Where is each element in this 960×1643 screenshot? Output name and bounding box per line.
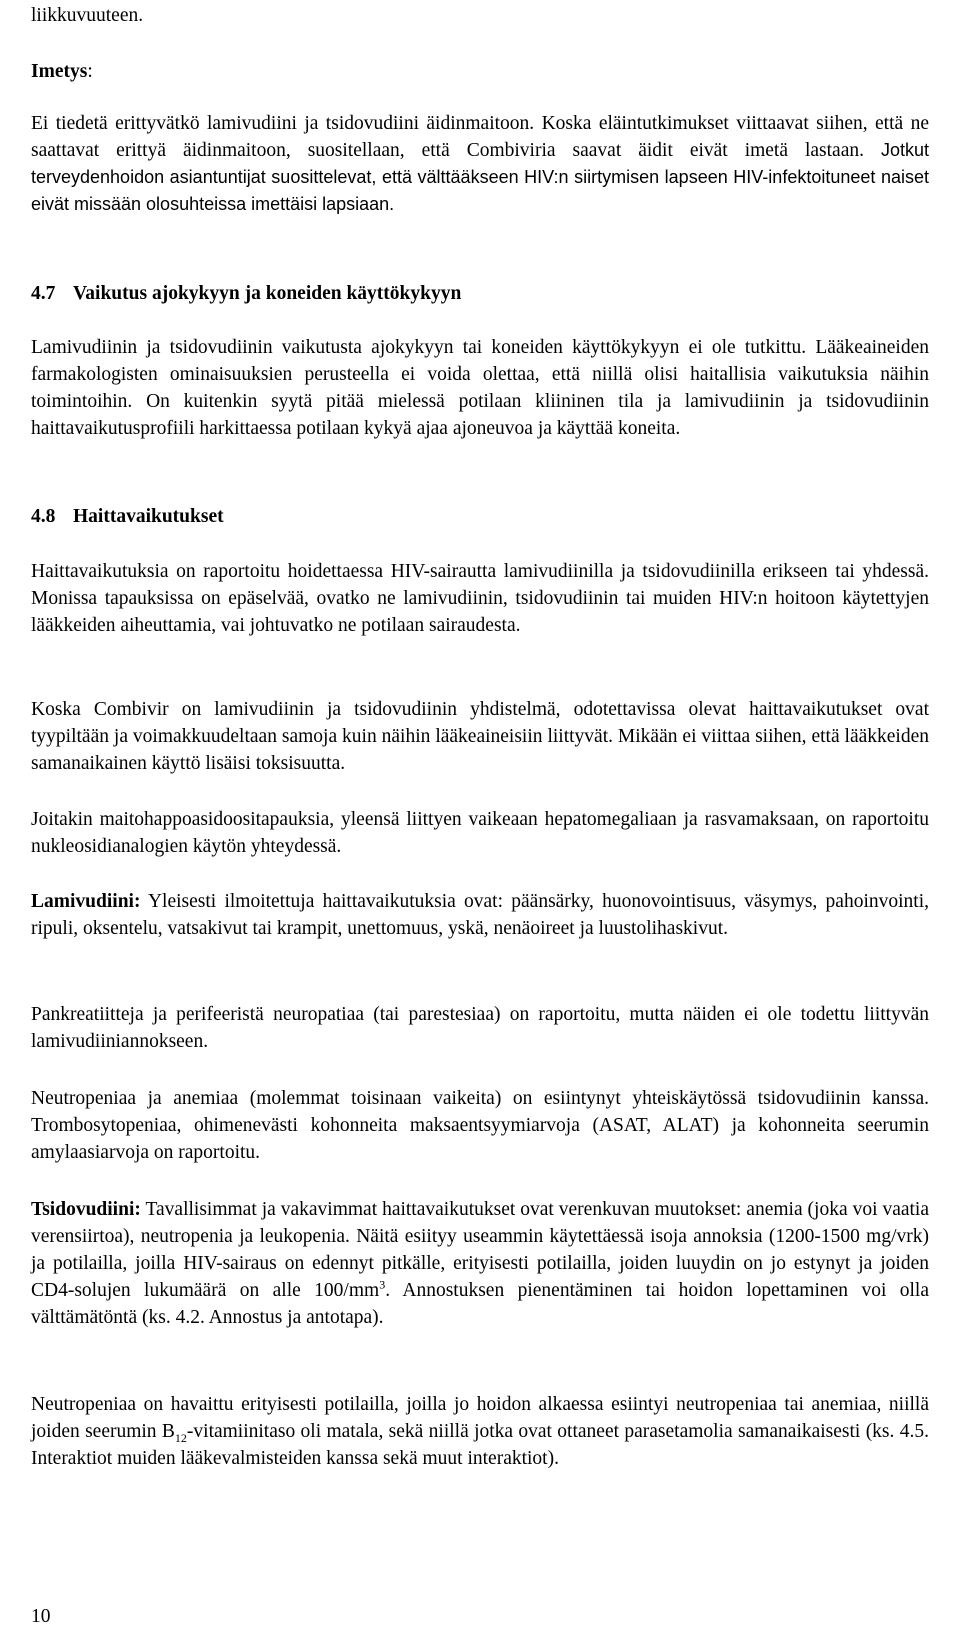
lamivudiini-paragraph — [31, 888, 929, 942]
section-4-8-paragraph-4: Pankreatiitteja ja perifeeristä neuropatiaa (tai parestesiaa) on raportoitu, mutta näiden ei ole todettu liittyvän lamivudiiniannokseen. — [31, 1004, 929, 1052]
section-4-8-paragraph-5: Neutropeniaa ja anemiaa (molemmat toisinaan vaikeita) on esiintynyt yhteiskäytössä tsidovudiinin kanssa. Trombosytopeniaa, ohimenevästi kohonneita maksaentsyymiarvoja (ASAT, ALAT) ja kohonneita seerumin amylaasiarvoja on raportoitu. — [31, 1088, 929, 1163]
imetys-colon: : — [87, 61, 93, 82]
section-4-8-number: 4.8 — [31, 506, 56, 527]
imetys-label: Imetys — [31, 61, 88, 82]
imetys-subheading — [31, 58, 929, 85]
tsidovudiini-superscript: 3 — [379, 1277, 386, 1292]
top-fragment: liikkuvuuteen. — [31, 5, 144, 26]
section-4-8-paragraph-6 — [31, 1391, 929, 1472]
section-4-8-paragraph-2: Koska Combivir on lamivudiinin ja tsidovudiinin yhdistelmä, odotettavissa olevat haittavaikutukset ovat tyypiltään ja voimakkuudeltaan samoja kuin näihin lääkeaineisiin liittyvät. Mikään ei viittaa siihen, että lääkkeiden samanaikainen käyttö lisäisi toksisuutta. — [31, 699, 929, 774]
section-4-8-paragraph-1: Haittavaikutuksia on raportoitu hoidettaessa HIV-sairautta lamivudiinilla ja tsidovudiinilla erikseen tai yhdessä. Monissa tapauksissa on epäselvää, ovatko ne lamivudiinin, tsidovudiinin tai muiden HIV:n hoitoon käytettyjen lääkkeiden aiheuttamia, vai johtuvatko ne potilaan sairaudesta. — [31, 561, 929, 636]
section-4-7-heading — [31, 280, 929, 307]
section-4-8-paragraph-3: Joitakin maitohappoasidoositapauksia, yleensä liittyen vaikeaan hepatomegaliaan ja rasvamaksaan, on raportoitu nukleosidianalogien käytön yhteydessä. — [31, 809, 929, 857]
section-4-7-paragraph: Lamivudiinin ja tsidovudiinin vaikutusta ajokykyyn tai koneiden käyttökykyyn ei ole tutkittu. Lääkeaineiden farmakologisten ominaisuuksien perusteella ei voida olettaa, että niillä olisi haitallisia vaikutuksia näihin toimintoihin. On kuitenkin syytä pitää mielessä potilaan kliininen tila ja lamivudiinin ja tsidovudiinin haittavaikutusprofiili harkittaessa potilaan kykyä ajaa ajoneuvoa ja käyttää koneita. — [31, 337, 929, 439]
imetys-paragraph — [31, 110, 929, 218]
lamivudiini-text: Yleisesti ilmoitettuja haittavaikutuksia ovat: päänsärky, huonovointisuus, väsymys, pahoinvointi, ripuli, oksentelu, vatsakivut tai krampit, unettomuus, yskä, nenäoireet ja luustolihaskivut. — [31, 891, 929, 939]
p6-subscript: 12 — [174, 1430, 187, 1445]
page-number: 10 — [31, 1606, 51, 1627]
tsidovudiini-text-b: . Annostuksen pienentäminen tai hoidon lopettaminen voi olla välttämätöntä (ks. 4.2. Annostus ja antotapa). — [31, 1280, 929, 1328]
imetys-text-2: Jotkut terveydenhoidon asiantuntijat suosittelevat, että välttääkseen HIV:n siirtymisen lapseen HIV-infektoituneet naiset eivät missään olosuhteissa imettäisi lapsiaan. — [31, 140, 929, 214]
section-4-8-heading — [31, 503, 929, 530]
p6-text-a: Neutropeniaa on havaittu erityisesti potilailla, joilla jo hoidon alkaessa esiintyi neutropeniaa tai anemiaa, niillä joiden seerumin B — [31, 1394, 929, 1442]
tsidovudiini-label: Tsidovudiini: — [31, 1199, 141, 1220]
section-4-8-title: Haittavaikutukset — [73, 506, 224, 527]
imetys-text-1: Ei tiedetä erittyvätkö lamivudiini ja tsidovudiini äidinmaitoon. Koska eläintutkimukset viittaavat siihen, että ne saattavat erittyä äidinmaitoon, suositellaan, että Combiviria saavat äidit eivät imetä lastaan. — [31, 113, 929, 161]
section-4-7-number: 4.7 — [31, 283, 56, 304]
lamivudiini-label: Lamivudiini: — [31, 891, 141, 912]
section-4-7-title: Vaikutus ajokykyyn ja koneiden käyttökykyyn — [73, 283, 462, 304]
p6-text-b: -vitamiinitaso oli matala, sekä niillä jotka ovat ottaneet parasetamolia samanaikaisesti (ks. 4.5. Interaktiot muiden lääkevalmisteiden kanssa sekä muut interaktiot). — [31, 1421, 929, 1469]
tsidovudiini-text-a: Tavallisimmat ja vakavimmat haittavaikutukset ovat verenkuvan muutokset: anemia (joka voi vaatia verensiirtoa), neutropenia ja leukopenia. Näitä esiityy useammin käytettäessä isoja annoksia (1200-1500 mg/vrk) ja potilailla, joilla HIV-sairaus on edennyt pitkälle, erityisesti potilailla, joiden luuydin on jo estynyt ja joiden CD4-solujen lukumäärä on alle 100/mm — [31, 1199, 929, 1301]
tsidovudiini-paragraph — [31, 1196, 929, 1331]
